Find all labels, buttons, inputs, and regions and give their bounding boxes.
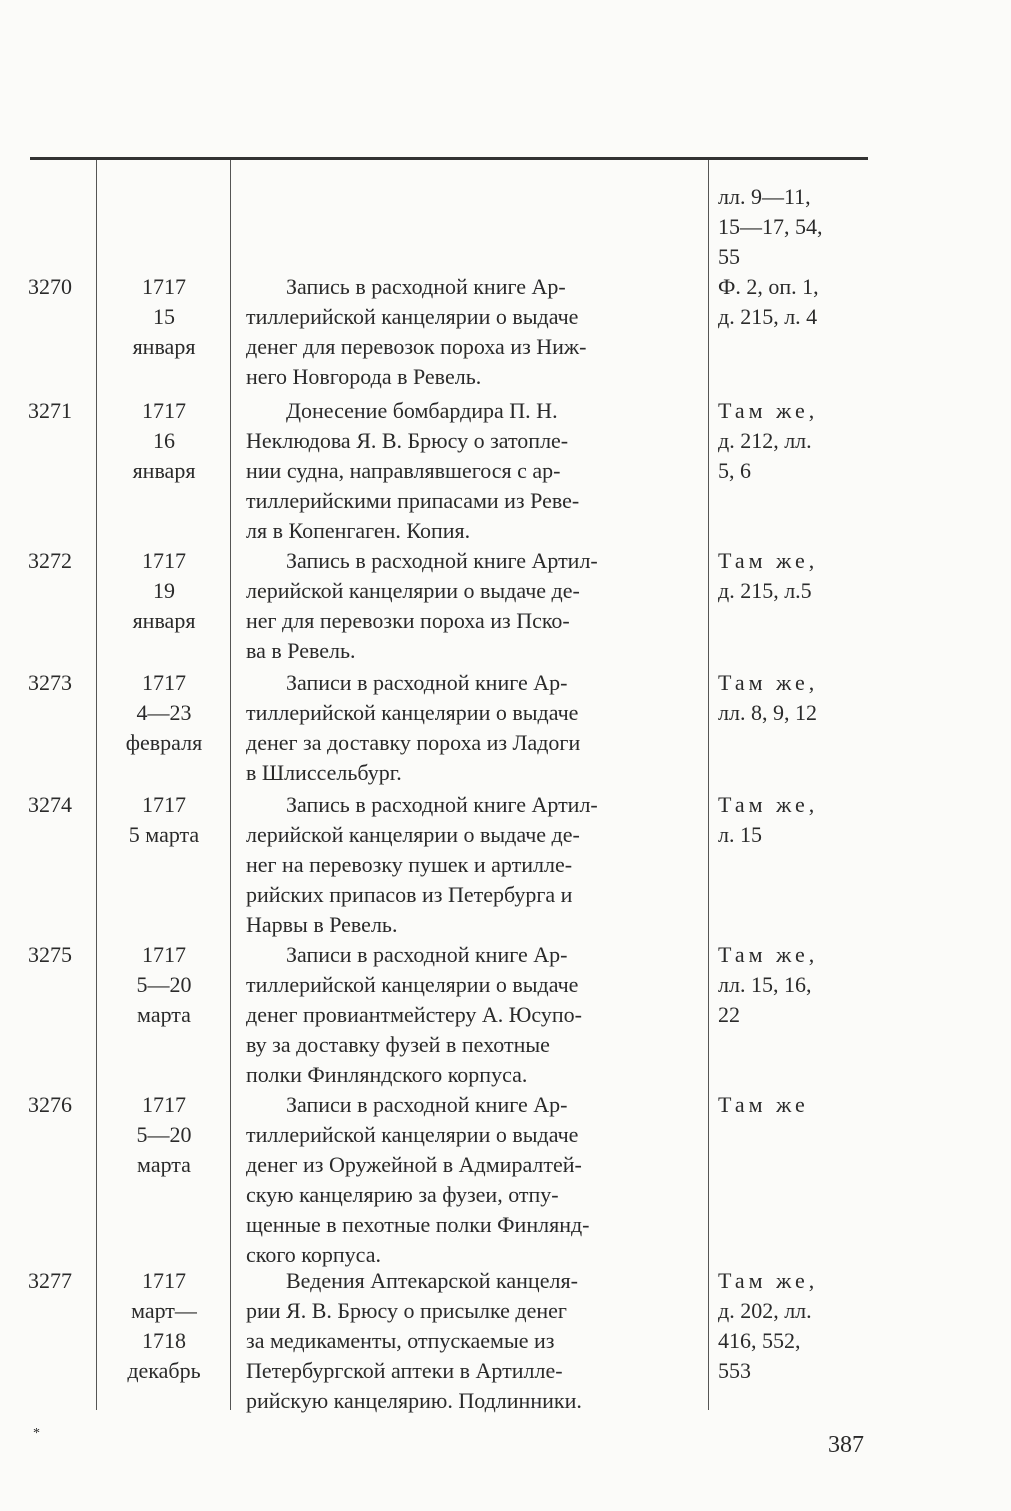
entry-date-line: 5—20 bbox=[136, 1122, 192, 1147]
entry-description-line: нег для перевозки пороха из Пско- bbox=[246, 608, 570, 633]
entry-reference-line: Там же, bbox=[718, 398, 819, 423]
entry-description bbox=[246, 668, 696, 788]
entry-reference-line: 15—17, 54, bbox=[718, 214, 823, 239]
entry-date-line: декабрь bbox=[127, 1358, 201, 1383]
entry-description-line: Неклюдова Я. В. Брюсу о затопле- bbox=[246, 428, 569, 453]
entry-description-line: денег из Оружейной в Адмиралтей- bbox=[246, 1152, 582, 1177]
entry-number: 3270 bbox=[28, 274, 72, 299]
entry-description-line: Нарвы в Ревель. bbox=[246, 912, 398, 937]
entry-reference bbox=[718, 396, 868, 486]
entry-description-line: нег на перевозку пушек и артилле- bbox=[246, 852, 573, 877]
entry-description bbox=[246, 396, 696, 546]
entry-description-line: Запись в расходной книге Артил- bbox=[286, 548, 598, 573]
entry-reference-line: л. 15 bbox=[718, 822, 762, 847]
entry-description bbox=[246, 546, 696, 666]
entry-description-line: Запись в расходной книге Ар- bbox=[286, 274, 566, 299]
entry-number: 3272 bbox=[28, 548, 72, 573]
entry-description-line: Записи в расходной книге Ар- bbox=[286, 1092, 568, 1117]
entry-date-line: марта bbox=[137, 1152, 191, 1177]
entry-reference-line: Там же bbox=[718, 1092, 809, 1117]
entry-reference bbox=[718, 668, 868, 728]
entry-reference-line: Там же, bbox=[718, 942, 819, 967]
top-rule bbox=[30, 157, 868, 160]
entry-reference-line: лл. 8, 9, 12 bbox=[718, 700, 817, 725]
entry-date bbox=[100, 1090, 228, 1180]
entry-reference-line: 55 bbox=[718, 244, 740, 269]
entry-description-line: ского корпуса. bbox=[246, 1242, 381, 1267]
entry-description-line: щенные в пехотные полки Финлянд- bbox=[246, 1212, 590, 1237]
entry-description bbox=[246, 790, 696, 940]
entry-date-line: 1718 bbox=[142, 1328, 186, 1353]
entry-reference-line: д. 202, лл. bbox=[718, 1298, 812, 1323]
entry-description-line: рийскую канцелярию. Подлинники. bbox=[246, 1388, 582, 1413]
entry-description-line: денег для перевозок пороха из Ниж- bbox=[246, 334, 587, 359]
entry-description-line: скую канцелярию за фузеи, отпу- bbox=[246, 1182, 559, 1207]
entry-reference bbox=[718, 546, 868, 606]
entry-description-line: лерийской канцелярии о выдаче де- bbox=[246, 578, 580, 603]
entry-description bbox=[246, 272, 696, 392]
column-divider bbox=[708, 160, 709, 1410]
entry-date bbox=[100, 668, 228, 758]
entry-description-line: тиллерийской канцелярии о выдаче bbox=[246, 700, 579, 725]
entry-description-line: нии судна, направлявшегося с ар- bbox=[246, 458, 561, 483]
entry-reference-line: Там же, bbox=[718, 548, 819, 573]
entry-reference-line: лл. 15, 16, bbox=[718, 972, 812, 997]
entry-date-line: 19 bbox=[153, 578, 175, 603]
entry-date-line: 1717 bbox=[142, 398, 186, 423]
entry-description-line: тиллерийской канцелярии о выдаче bbox=[246, 972, 579, 997]
entry-reference bbox=[718, 182, 868, 272]
entry-date bbox=[100, 940, 228, 1030]
entry-description-line: тиллерийской канцелярии о выдаче bbox=[246, 1122, 579, 1147]
entry-description-line: лерийской канцелярии о выдаче де- bbox=[246, 822, 580, 847]
entry-date-line: март— bbox=[131, 1298, 197, 1323]
entry-date-line: 1717 bbox=[142, 1268, 186, 1293]
entry-description-line: него Новгорода в Ревель. bbox=[246, 364, 482, 389]
entry-number: 3274 bbox=[28, 792, 72, 817]
entry-reference-line: Ф. 2, оп. 1, bbox=[718, 274, 819, 299]
column-divider bbox=[96, 160, 97, 1410]
entry-date-line: января bbox=[132, 608, 196, 633]
entry-description-line: Ведения Аптекарской канцеля- bbox=[286, 1268, 578, 1293]
entry-date-line: февраля bbox=[125, 730, 203, 755]
entry-number: 3271 bbox=[28, 398, 72, 423]
entry-date-line: 15 bbox=[153, 304, 175, 329]
entry-reference-line: Там же, bbox=[718, 670, 819, 695]
entry-description-line: тиллерийской канцелярии о выдаче bbox=[246, 304, 579, 329]
entry-description-line: Запись в расходной книге Артил- bbox=[286, 792, 598, 817]
entry-reference-line: 553 bbox=[718, 1358, 751, 1383]
entry-date-line: 1717 bbox=[142, 274, 186, 299]
entry-date-line: января bbox=[132, 458, 196, 483]
entry-reference-line: 5, 6 bbox=[718, 458, 751, 483]
entry-description-line: Записи в расходной книге Ар- bbox=[286, 670, 568, 695]
entry-reference bbox=[718, 940, 868, 1030]
entry-description-line: рийских припасов из Петербурга и bbox=[246, 882, 573, 907]
entry-date-line: января bbox=[132, 334, 196, 359]
page-number: 387 bbox=[828, 1432, 864, 1458]
entry-date-line: 1717 bbox=[142, 548, 186, 573]
entry-reference-line: д. 215, л.5 bbox=[718, 578, 812, 603]
entry-description-line: Донесение бомбардира П. Н. bbox=[286, 398, 558, 423]
entry-description bbox=[246, 1090, 696, 1270]
footnote-mark: * bbox=[33, 1426, 40, 1441]
entry-description-line: денег провиантмейстеру А. Юсупо- bbox=[246, 1002, 582, 1027]
entry-description bbox=[246, 1266, 696, 1416]
entry-date-line: 1717 bbox=[142, 792, 186, 817]
entry-description-line: ва в Ревель. bbox=[246, 638, 356, 663]
entry-reference-line: д. 215, л. 4 bbox=[718, 304, 818, 329]
entry-date bbox=[100, 790, 228, 850]
entry-reference-line: Там же, bbox=[718, 792, 819, 817]
entry-date-line: 1717 bbox=[142, 670, 186, 695]
entry-number: 3277 bbox=[28, 1268, 72, 1293]
entry-date bbox=[100, 272, 228, 362]
entry-reference-line: 22 bbox=[718, 1002, 740, 1027]
entry-number: 3273 bbox=[28, 670, 72, 695]
entry-reference bbox=[718, 1266, 868, 1386]
entry-date bbox=[100, 396, 228, 486]
entry-date bbox=[100, 1266, 228, 1386]
entry-description-line: рии Я. В. Брюсу о присылке денег bbox=[246, 1298, 567, 1323]
entry-date bbox=[100, 546, 228, 636]
entry-reference-line: лл. 9—11, bbox=[718, 184, 811, 209]
entry-reference-line: 416, 552, bbox=[718, 1328, 801, 1353]
entry-description-line: за медикаменты, отпускаемые из bbox=[246, 1328, 555, 1353]
entry-date-line: 1717 bbox=[142, 942, 186, 967]
entry-number: 3276 bbox=[28, 1092, 72, 1117]
entry-description-line: ля в Копенгаген. Копия. bbox=[246, 518, 471, 543]
entry-description-line: денег за доставку пороха из Ладоги bbox=[246, 730, 581, 755]
entry-date-line: 1717 bbox=[142, 1092, 186, 1117]
entry-description-line: ву за доставку фузей в пехотные bbox=[246, 1032, 550, 1057]
entry-date-line: 5—20 bbox=[136, 972, 192, 997]
column-divider bbox=[230, 160, 231, 1410]
entry-reference bbox=[718, 1090, 868, 1120]
entry-date-line: марта bbox=[137, 1002, 191, 1027]
entry-reference-line: д. 212, лл. bbox=[718, 428, 812, 453]
entry-reference bbox=[718, 272, 868, 332]
entry-description-line: в Шлиссельбург. bbox=[246, 760, 402, 785]
entry-date-line: 4—23 bbox=[136, 700, 192, 725]
entry-description-line: Записи в расходной книге Ар- bbox=[286, 942, 568, 967]
entry-description-line: Петербургской аптеки в Артилле- bbox=[246, 1358, 563, 1383]
entry-description-line: полки Финляндского корпуса. bbox=[246, 1062, 528, 1087]
entry-date-line: 5 марта bbox=[128, 822, 200, 847]
entry-description-line: тиллерийскими припасами из Реве- bbox=[246, 488, 580, 513]
entry-number: 3275 bbox=[28, 942, 72, 967]
entry-reference-line: Там же, bbox=[718, 1268, 819, 1293]
entry-date-line: 16 bbox=[153, 428, 175, 453]
entry-reference bbox=[718, 790, 868, 850]
entry-description bbox=[246, 940, 696, 1090]
